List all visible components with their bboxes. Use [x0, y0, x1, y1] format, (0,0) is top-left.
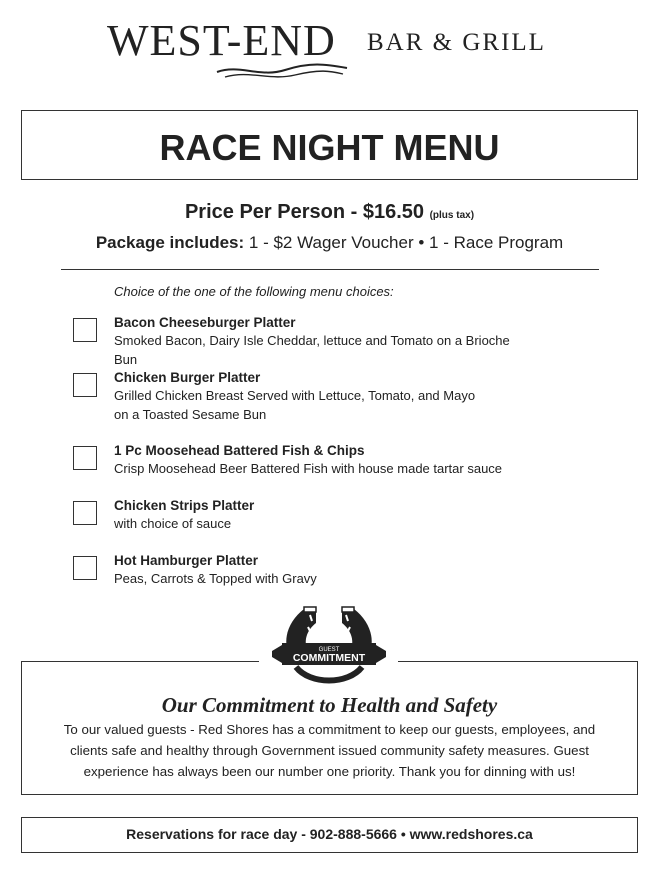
- menu-item-desc: Smoked Bacon, Dairy Isle Cheddar, lettuce and Tomato on a Brioche Bun: [114, 333, 510, 367]
- menu-item-name: Chicken Strips Platter: [114, 498, 255, 513]
- menu-item-desc: Peas, Carrots & Topped with Gravy: [114, 571, 317, 586]
- menu-item-checkbox[interactable]: [73, 501, 97, 525]
- menu-item-name: 1 Pc Moosehead Battered Fish & Chips: [114, 443, 365, 458]
- price-line: [0, 201, 659, 224]
- commitment-heading: Our Commitment to Health and Safety: [161, 693, 498, 717]
- package-label: Package includes:: [95, 233, 245, 252]
- logo-tagline: BAR & GRILL: [367, 29, 546, 56]
- divider: [61, 269, 599, 270]
- menu-item-desc: Crisp Moosehead Beer Battered Fish with house made tartar sauce: [114, 461, 503, 476]
- tax-note: (plus tax): [429, 210, 475, 221]
- menu-item-checkbox[interactable]: [73, 446, 97, 470]
- logo-name: WEST-END: [107, 16, 336, 65]
- package-line: [0, 233, 659, 253]
- badge-main-text: COMMITMENT: [292, 652, 366, 664]
- reservations-text: Reservations for race day - 902-888-5666 • www.redshores.ca: [126, 826, 533, 842]
- menu-item-checkbox[interactable]: [73, 318, 97, 342]
- menu-item-desc-continued: on a Toasted Sesame Bun: [114, 407, 267, 422]
- menu-item-checkbox[interactable]: [73, 556, 97, 580]
- page-title: RACE NIGHT MENU: [159, 127, 500, 168]
- menu-intro: Choice of the one of the following menu choices:: [114, 284, 394, 299]
- commitment-box-border-right: [398, 661, 638, 662]
- menu-item-desc: Grilled Chicken Breast Served with Lettuce, Tomato, and Mayo: [114, 388, 476, 403]
- guest-commitment-badge-icon: [258, 605, 400, 687]
- menu-item-name: Bacon Cheeseburger Platter: [114, 315, 296, 330]
- badge-small-text: GUEST: [318, 647, 340, 653]
- logo-swoosh-icon: [215, 62, 350, 82]
- menu-item-name: Hot Hamburger Platter: [114, 553, 259, 568]
- menu-item-checkbox[interactable]: [73, 373, 97, 397]
- commitment-box-border-left: [21, 661, 259, 662]
- commitment-text: To our valued guests - Red Shores has a commitment to keep our guests, employees, and clients safe and healthy through Government issued community safety measures. Guest experience has always been our number one priority. Thank you for dinning with us!: [63, 722, 596, 779]
- package-items: 1 - $2 Wager Voucher • 1 - Race Program: [248, 233, 564, 252]
- menu-item-name: Chicken Burger Platter: [114, 370, 261, 385]
- menu-item-desc: with choice of sauce: [114, 516, 232, 531]
- price-label: Price Per Person - $16.50: [184, 201, 425, 223]
